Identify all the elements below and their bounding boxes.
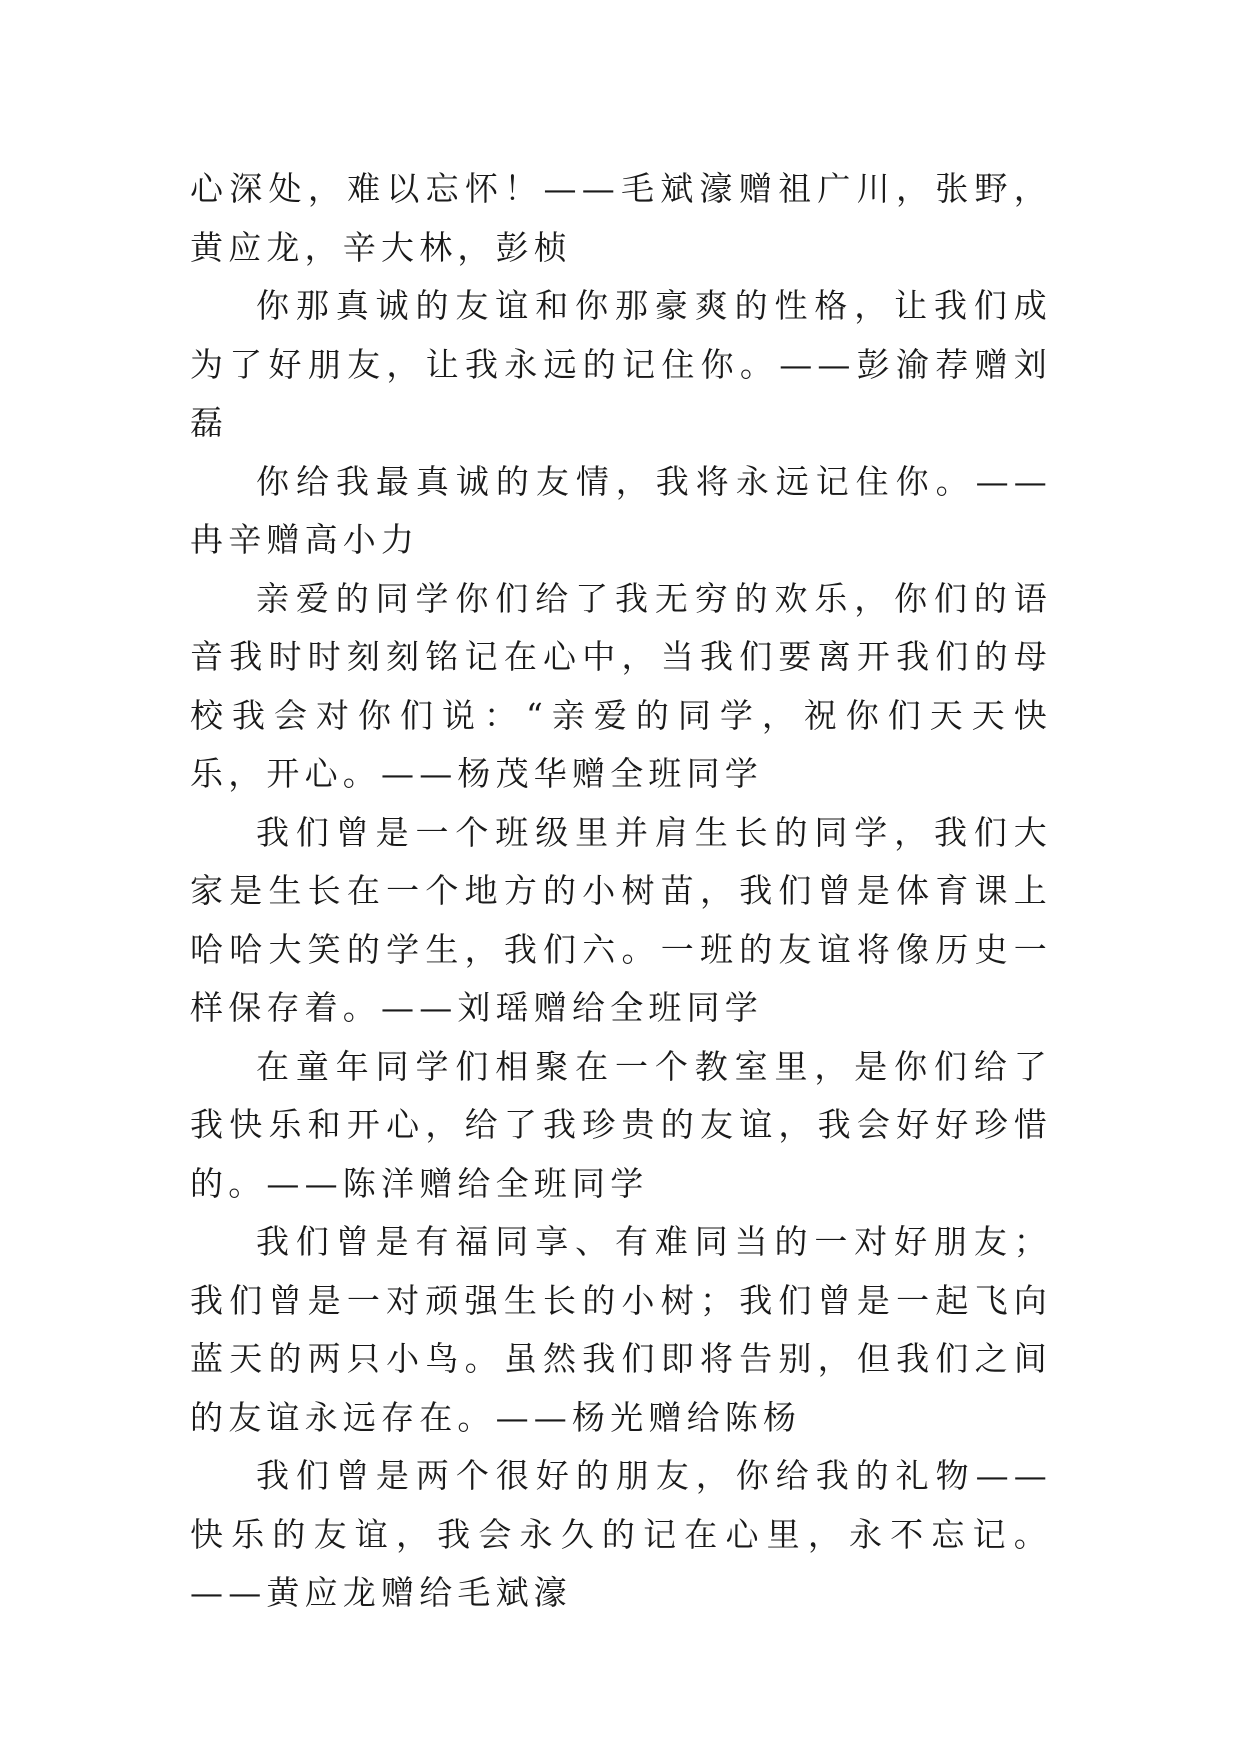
paragraph-2: 你那真诚的友谊和你那豪爽的性格，让我们成为了好朋友，让我永远的记住你。——彭渝荐赠刘磊 <box>190 286 1052 442</box>
paragraph-4: 亲爱的同学你们给了我无穷的欢乐，你们的语音我时时刻刻铭记在心中，当我们要离开我们的母校我会对你们说：“亲爱的同学，祝你们天天快乐，开心。——杨茂华赠全班同学 <box>190 578 1052 793</box>
paragraph-1: 心深处，难以忘怀！——毛斌濠赠祖广川，张野，黄应龙，辛大林，彭桢 <box>190 169 1052 267</box>
paragraph-6: 在童年同学们相聚在一个教室里，是你们给了我快乐和开心，给了我珍贵的友谊，我会好好珍惜的。——陈洋赠给全班同学 <box>190 1046 1052 1203</box>
paragraph-5: 我们曾是一个班级里并肩生长的同学，我们大家是生长在一个地方的小树苗，我们曾是体育课上哈哈大笑的学生，我们六。一班的友谊将像历史一样保存着。——刘瑶赠给全班同学 <box>190 812 1052 1027</box>
document-page <box>190 160 1052 1623</box>
paragraph-8: 我们曾是两个很好的朋友，你给我的礼物——快乐的友谊，我会永久的记在心里，永不忘记。——黄应龙赠给毛斌濠 <box>190 1456 1052 1612</box>
paragraph-3: 你给我最真诚的友情，我将永远记住你。——冉辛赠高小力 <box>190 461 1052 559</box>
paragraph-7: 我们曾是有福同享、有难同当的一对好朋友；我们曾是一对顽强生长的小树；我们曾是一起飞向蓝天的两只小鸟。虽然我们即将告别，但我们之间的友谊永远存在。——杨光赠给陈杨 <box>190 1222 1052 1437</box>
